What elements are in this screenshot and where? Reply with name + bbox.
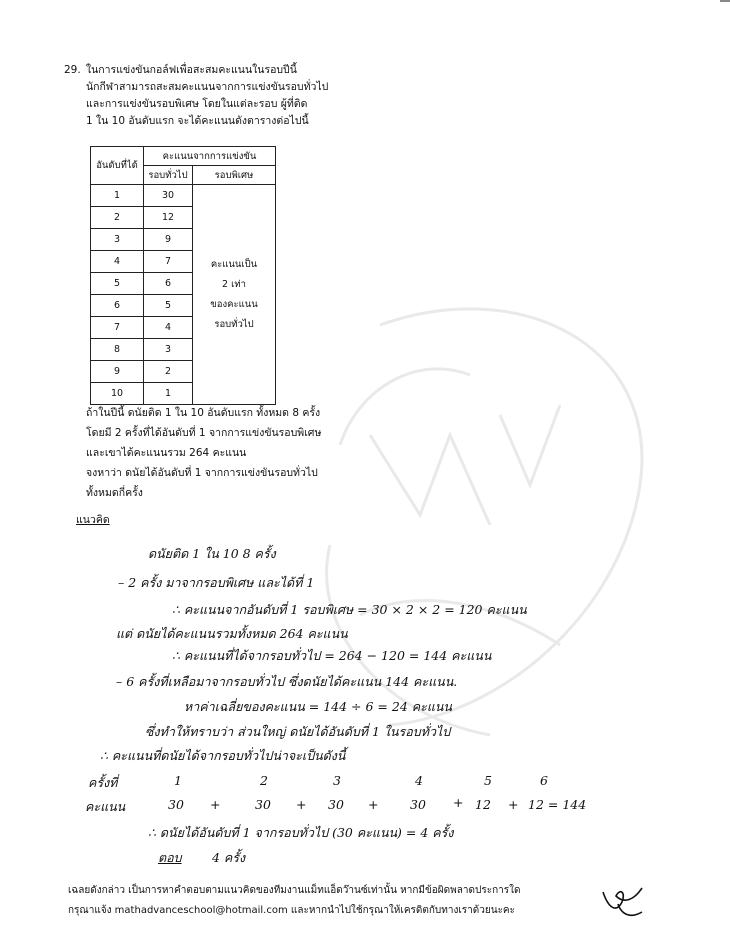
time-number: 6 bbox=[540, 773, 548, 788]
question-line: นักกีฬาสามารถสะสมคะแนนจากการแข่งขันรอบทั่วไป bbox=[86, 81, 329, 93]
special-note-line: 2 เท่า bbox=[222, 278, 246, 290]
general-round-header: รอบทั่วไป bbox=[144, 166, 193, 185]
points-value: 30 bbox=[255, 797, 271, 812]
rank-cell: 3 bbox=[91, 229, 144, 251]
general-score-cell: 30 bbox=[144, 185, 193, 207]
points-value: 30 bbox=[328, 797, 344, 812]
question-number: 29. bbox=[64, 64, 81, 76]
solution-line: หาค่าเฉลี่ยของคะแนน = 144 ÷ 6 = 24 คะแนน bbox=[184, 699, 452, 714]
solution-line: – 2 ครั้ง มาจากรอบพิเศษ และได้ที่ 1 bbox=[118, 575, 315, 590]
special-note-line: คะแนนเป็น bbox=[210, 258, 258, 270]
plus-sign: + bbox=[453, 795, 464, 810]
score-header: คะแนนจากการแข่งขัน bbox=[144, 147, 276, 166]
solution-line: ∴ คะแนนที่ดนัยได้จากรอบทั่วไปน่าจะเป็นดังนี้ bbox=[100, 748, 346, 763]
rank-cell: 1 bbox=[91, 185, 144, 207]
points-total: 12 = 144 bbox=[528, 797, 587, 812]
rank-cell: 9 bbox=[91, 361, 144, 383]
table-row bbox=[91, 185, 276, 207]
solution-line: ดนัยติด 1 ใน 10 8 ครั้ง bbox=[148, 546, 276, 561]
plus-sign: + bbox=[368, 797, 379, 812]
question-line: และการแข่งขันรอบพิเศษ โดยในแต่ละรอบ ผู้ที่ติด bbox=[86, 98, 308, 110]
rank-cell: 4 bbox=[91, 251, 144, 273]
general-score-cell: 7 bbox=[144, 251, 193, 273]
footer-line: กรุณาแจ้ง mathadvanceschool@hotmail.com และหากนำไปใช้กรุณาให้เครดิตกับทางเราด้วยนะคะ bbox=[68, 905, 515, 916]
time-number: 4 bbox=[415, 773, 423, 788]
solution-line: แต่ ดนัยได้คะแนนรวมทั้งหมด 264 คะแนน bbox=[116, 626, 348, 641]
general-score-cell: 5 bbox=[144, 295, 193, 317]
general-score-cell: 1 bbox=[144, 383, 193, 405]
general-score-cell: 3 bbox=[144, 339, 193, 361]
signature-mark bbox=[598, 882, 648, 922]
question-line: และเขาได้คะแนนรวม 264 คะแนน bbox=[86, 447, 247, 459]
solution-line: ซึ่งทำให้ทราบว่า ส่วนใหญ่ ดนัยได้อันดับที่ 1 ในรอบทั่วไป bbox=[145, 724, 451, 739]
time-number: 3 bbox=[333, 773, 341, 788]
plus-sign: + bbox=[210, 797, 221, 812]
special-round-header: รอบพิเศษ bbox=[193, 166, 276, 185]
special-note-line: รอบทั่วไป bbox=[214, 318, 254, 330]
solution-line: ∴ คะแนนจากอันดับที่ 1 รอบพิเศษ = 30 × 2 × 2 = 120 คะแนน bbox=[172, 602, 527, 617]
footer-line: เฉลยดังกล่าว เป็นการหาคำตอบตามแนวคิดของทีมงานแม็ทแอ็ดว๊านซ์เท่านั้น หากมีข้อผิดพลาดประการใด bbox=[68, 885, 521, 896]
answer-label: ตอบ bbox=[158, 850, 182, 865]
general-score-cell: 12 bbox=[144, 207, 193, 229]
points-row-label: คะแนน bbox=[85, 799, 126, 814]
score-table bbox=[90, 146, 276, 405]
page-edge-mark bbox=[720, 0, 730, 2]
question-line: 1 ใน 10 อันดับแรก จะได้คะแนนดังตารางต่อไปนี้ bbox=[86, 115, 309, 127]
rank-cell: 10 bbox=[91, 383, 144, 405]
general-score-cell: 4 bbox=[144, 317, 193, 339]
times-row-label: ครั้งที่ bbox=[88, 775, 118, 790]
time-number: 5 bbox=[484, 773, 492, 788]
rank-cell: 7 bbox=[91, 317, 144, 339]
watermark-logo bbox=[300, 285, 680, 765]
general-score-cell: 9 bbox=[144, 229, 193, 251]
rank-cell: 6 bbox=[91, 295, 144, 317]
question-line: ทั้งหมดกี่ครั้ง bbox=[86, 487, 143, 499]
rank-cell: 8 bbox=[91, 339, 144, 361]
special-note-line: ของคะแนน bbox=[210, 298, 258, 310]
answer-value: 4 ครั้ง bbox=[212, 850, 246, 865]
points-value: 30 bbox=[410, 797, 426, 812]
time-number: 1 bbox=[174, 773, 182, 788]
solution-line: – 6 ครั้งที่เหลือมาจากรอบทั่วไป ซึ่งดนัยได้คะแนน 144 คะแนน. bbox=[116, 674, 458, 689]
question-line: ในการแข่งขันกอล์ฟเพื่อสะสมคะแนนในรอบปีนี้ bbox=[86, 64, 297, 76]
points-value: 30 bbox=[168, 797, 184, 812]
rank-cell: 2 bbox=[91, 207, 144, 229]
rank-cell: 5 bbox=[91, 273, 144, 295]
general-score-cell: 2 bbox=[144, 361, 193, 383]
conclusion-line: ∴ ดนัยได้อันดับที่ 1 จากรอบทั่วไป (30 คะแนน) = 4 ครั้ง bbox=[148, 825, 454, 840]
points-value: 12 bbox=[475, 797, 491, 812]
solution-heading: แนวคิด bbox=[76, 514, 110, 526]
plus-sign: + bbox=[508, 797, 519, 812]
question-line: โดยมี 2 ครั้งที่ได้อันดับที่ 1 จากการแข่งขันรอบพิเศษ bbox=[86, 427, 322, 439]
general-score-cell: 6 bbox=[144, 273, 193, 295]
solution-line: ∴ คะแนนที่ได้จากรอบทั่วไป = 264 − 120 = 144 คะแนน bbox=[172, 648, 492, 663]
question-line: ถ้าในปีนี้ ดนัยติด 1 ใน 10 อันดับแรก ทั้งหมด 8 ครั้ง bbox=[86, 407, 321, 419]
special-score-note bbox=[193, 185, 276, 405]
plus-sign: + bbox=[296, 797, 307, 812]
question-line: จงหาว่า ดนัยได้อันดับที่ 1 จากการแข่งขันรอบทั่วไป bbox=[86, 467, 318, 479]
rank-header: อันดับที่ได้ bbox=[91, 147, 144, 185]
time-number: 2 bbox=[260, 773, 268, 788]
